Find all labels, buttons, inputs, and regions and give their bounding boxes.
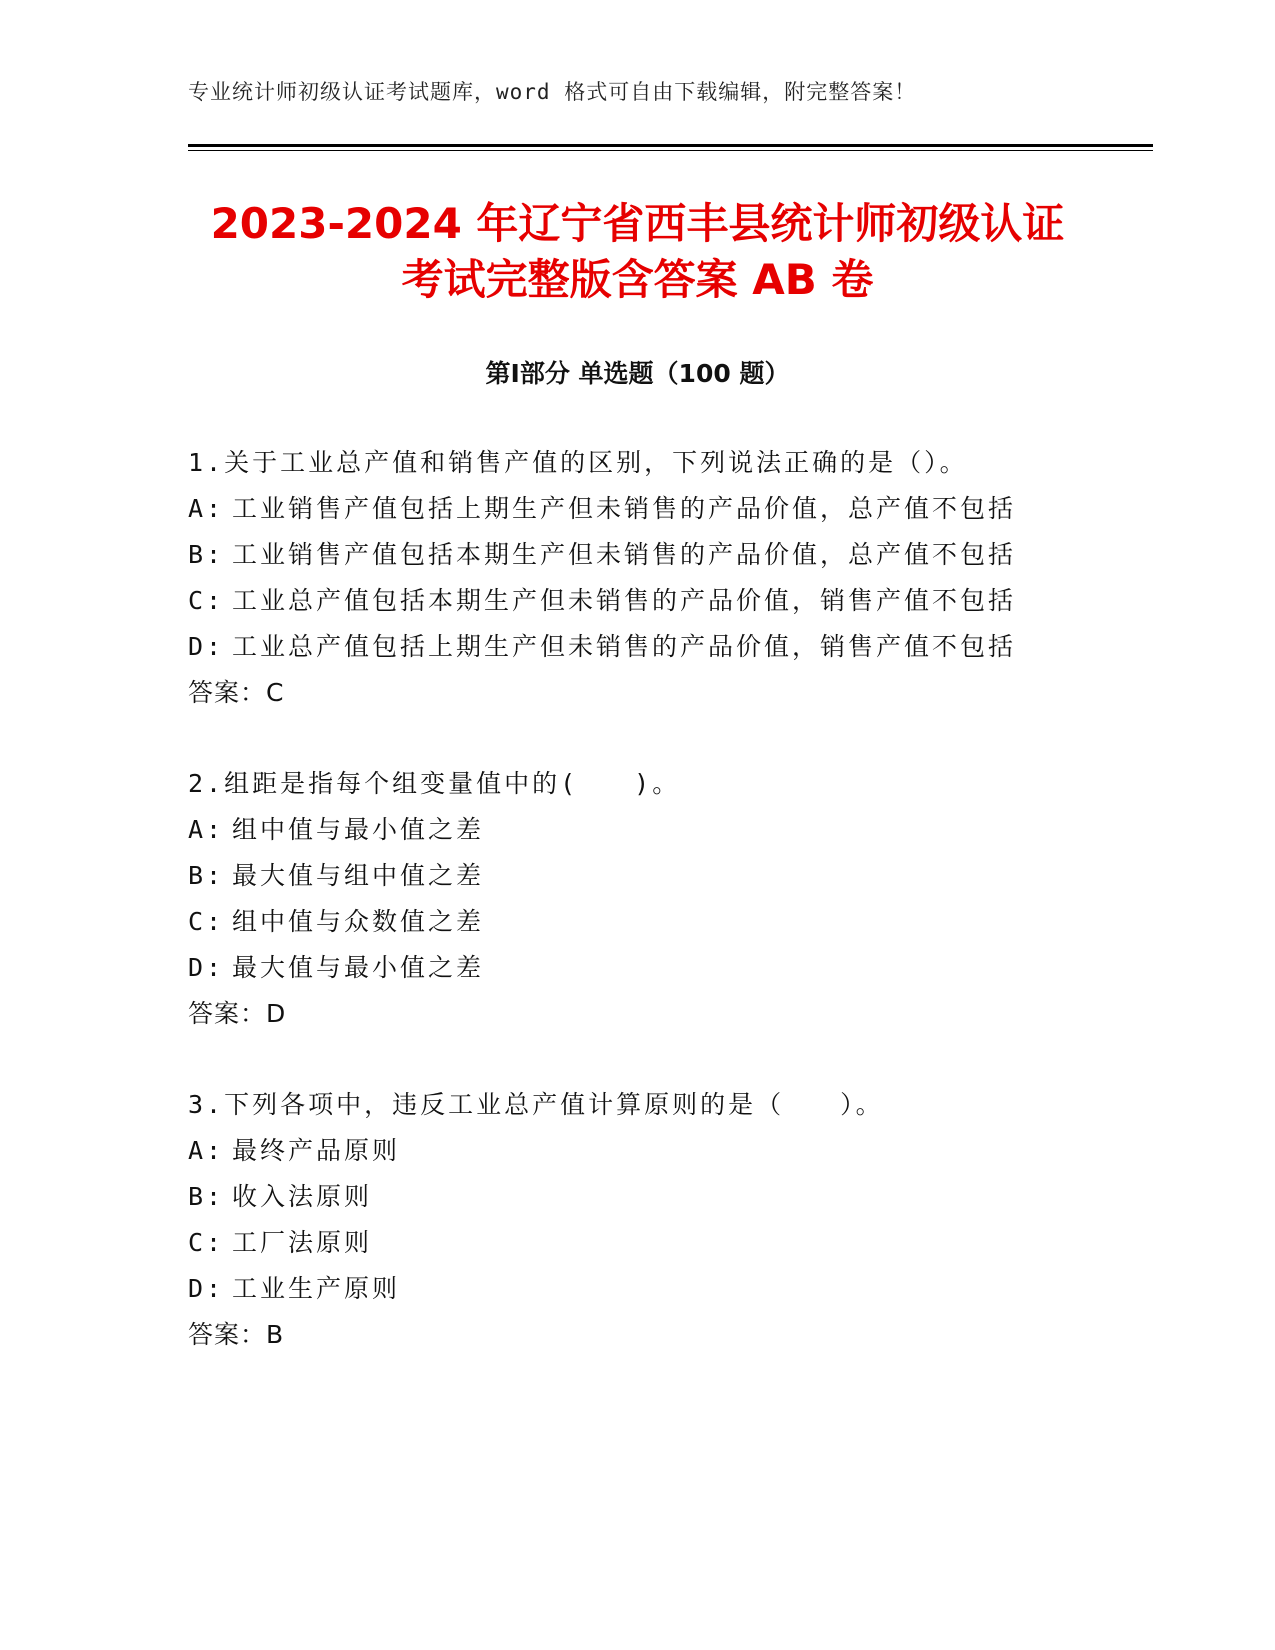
- option-key: D:: [188, 1274, 225, 1303]
- option-b: [188, 532, 1148, 578]
- option-key: D:: [188, 953, 225, 982]
- option-key: B:: [188, 1182, 225, 1211]
- answer-line: 答案：D: [188, 999, 287, 1028]
- question-1: [188, 440, 1148, 716]
- option-c: [188, 1220, 1148, 1266]
- option-text: 工业生产原则: [232, 1274, 401, 1303]
- option-text: 工业销售产值包括上期生产但未销售的产品价值，总产值不包括: [232, 494, 1017, 523]
- option-key: C:: [188, 907, 225, 936]
- option-text: 组中值与众数值之差: [232, 907, 485, 936]
- option-a: [188, 1128, 1148, 1174]
- option-key: B:: [188, 861, 225, 890]
- option-c: [188, 899, 1148, 945]
- title-line-2: 考试完整版含答案 AB 卷: [401, 255, 874, 304]
- option-key: A:: [188, 815, 225, 844]
- option-key: C:: [188, 1228, 225, 1257]
- option-text: 工业总产值包括本期生产但未销售的产品价值，销售产值不包括: [232, 586, 1017, 615]
- option-text: 组中值与最小值之差: [232, 815, 485, 844]
- answer-line: 答案：C: [188, 678, 285, 707]
- option-text: 工业销售产值包括本期生产但未销售的产品价值，总产值不包括: [232, 540, 1017, 569]
- option-a: [188, 486, 1148, 532]
- option-b: [188, 1174, 1148, 1220]
- option-d: [188, 1266, 1148, 1312]
- question-2: [188, 761, 1148, 1037]
- option-text: 最终产品原则: [232, 1136, 401, 1165]
- question-stem: 2.组距是指每个组变量值中的( )。: [188, 769, 681, 798]
- option-a: [188, 807, 1148, 853]
- document-title: [140, 196, 1135, 308]
- option-key: C:: [188, 586, 225, 615]
- header-note: 专业统计师初级认证考试题库，word 格式可自由下载编辑，附完整答案！: [188, 80, 917, 104]
- option-d: [188, 945, 1148, 991]
- option-c: [188, 578, 1148, 624]
- question-3: [188, 1082, 1148, 1358]
- option-text: 收入法原则: [232, 1182, 373, 1211]
- section-heading: 第Ⅰ部分 单选题（100 题）: [485, 359, 790, 388]
- option-key: B:: [188, 540, 225, 569]
- option-text: 最大值与最小值之差: [232, 953, 485, 982]
- option-d: [188, 624, 1148, 670]
- answer-line: 答案：B: [188, 1320, 285, 1349]
- option-text: 工业总产值包括上期生产但未销售的产品价值，销售产值不包括: [232, 632, 1017, 661]
- option-key: A:: [188, 1136, 225, 1165]
- title-line-1: 2023-2024 年辽宁省西丰县统计师初级认证: [210, 199, 1065, 248]
- option-b: [188, 853, 1148, 899]
- header-divider-thin: [188, 150, 1153, 151]
- option-text: 最大值与组中值之差: [232, 861, 485, 890]
- question-stem: 3.下列各项中，违反工业总产值计算原则的是（ ）。: [188, 1090, 884, 1119]
- option-key: D:: [188, 632, 225, 661]
- header-divider-thick: [188, 144, 1153, 147]
- question-list: [188, 440, 1148, 1403]
- option-key: A:: [188, 494, 225, 523]
- question-stem: 1.关于工业总产值和销售产值的区别，下列说法正确的是（）。: [188, 448, 968, 477]
- option-text: 工厂法原则: [232, 1228, 373, 1257]
